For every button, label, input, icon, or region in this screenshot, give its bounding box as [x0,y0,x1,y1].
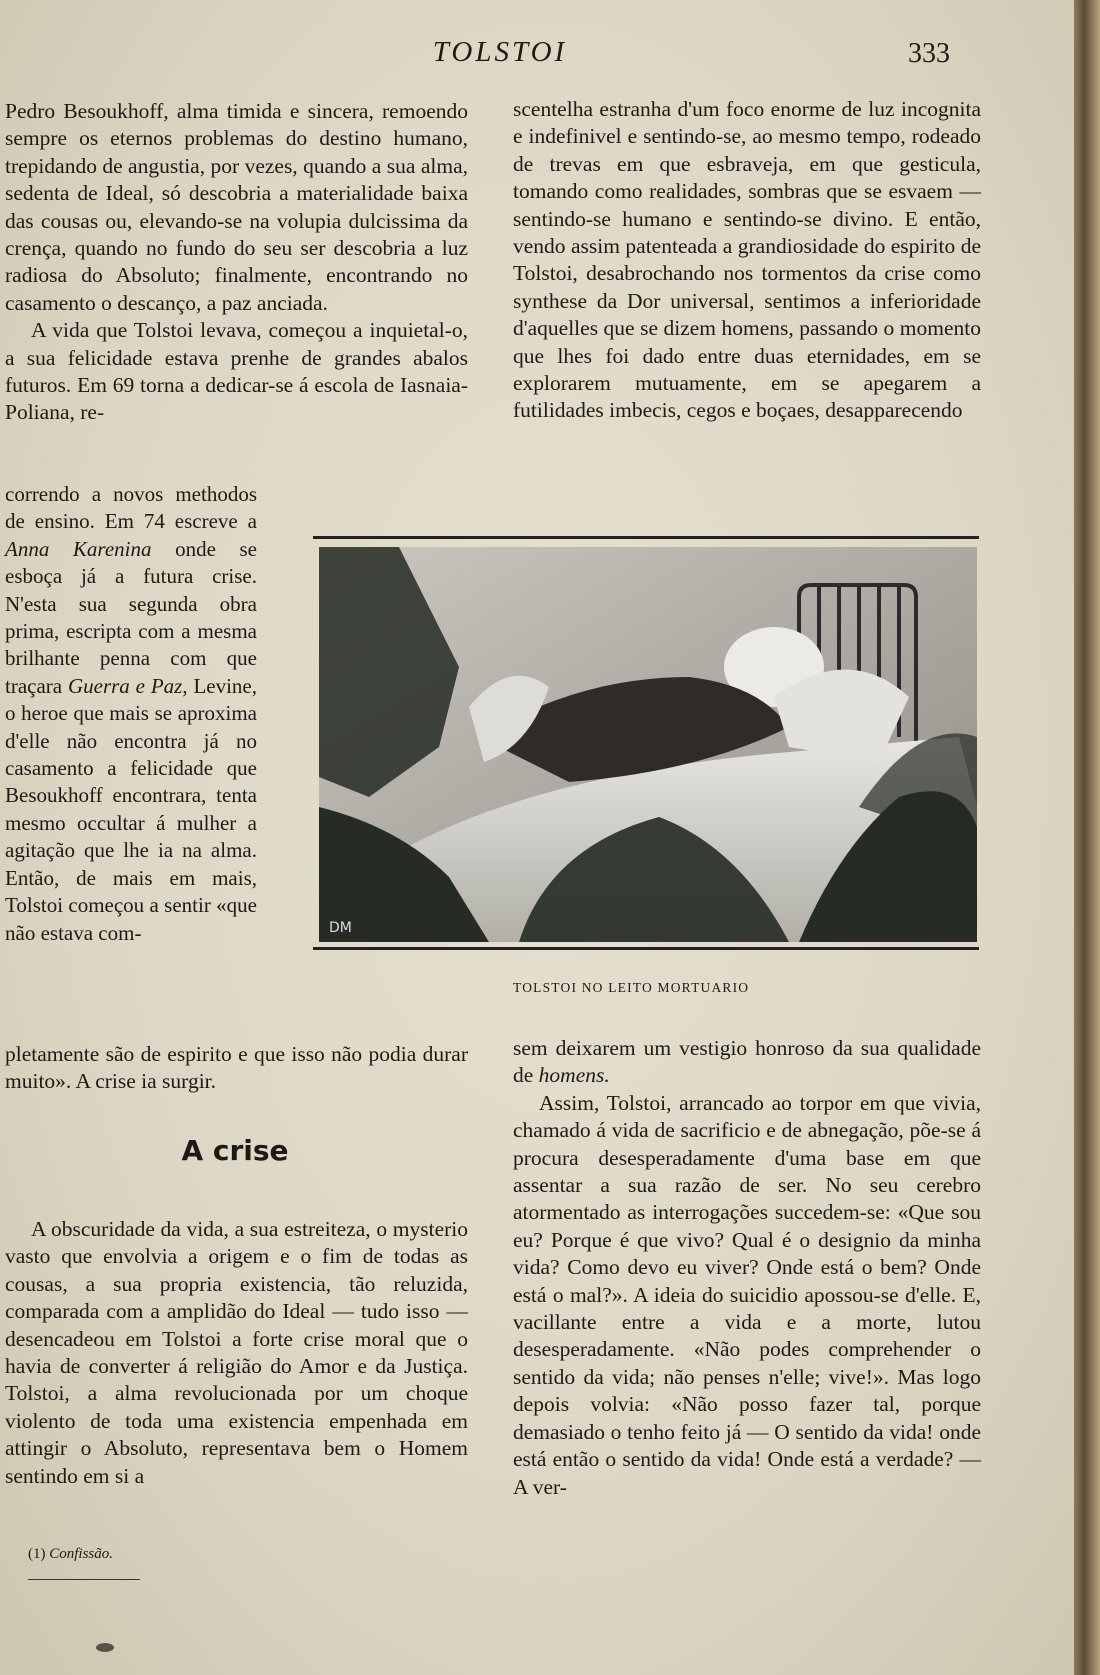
text-run: , Levine, o heroe que mais se aproxima d'elle não encontra já no casamento a felicidade que Besoukhoff encontrara, tenta mesmo occultar á mulher a agitação que lhe ia na alma. Então, de mais em mais, Tolstoi começou a sentir «que não estava com- [5,673,258,945]
right-column-top-text [513,96,981,425]
photo-monogram: DM [329,920,352,936]
book-title-anna-karenina: Anna Karenina [5,536,152,561]
left-column-section-text [5,1216,468,1490]
photograph-tolstoi-deathbed [319,547,977,942]
deathbed-photo-illustration [319,547,977,942]
footnote-text: Confissão. [49,1546,114,1562]
paragraph: A vida que Tolstoi levava, começou a inquietal-o, a sua felicidade estava prenhe de grandes abalos futuros. Em 69 torna a dedicar-se á escola de Iasnaia-Poliana, re- [5,318,468,425]
paragraph: pletamente são de espirito e que isso não podia durar muito». A crise ia surgir. [5,1042,468,1094]
left-column-beside-photo [5,481,257,947]
running-header-title: TOLSTOI [432,36,568,68]
photo-frame [313,536,979,950]
book-spine-edge [1074,0,1100,1675]
page-number: 333 [908,38,950,69]
text-run: correndo a novos methodos de ensino. Em 74 escreve a [5,482,257,534]
paragraph: A obscuridade da vida, a sua estreiteza, o mysterio vasto que envolvia a origem e o fim de todas as cousas, a sua propria existencia, tão reluzida, comparada com a amplidão do Ideal — tudo isso — desencadeou em Tolstoi a forte crise moral que o havia de converter á religião do Amor e da Justiça. Tolstoi, a alma revolucionada por um choque violento de toda uma existencia empenhada em attingir o Absoluto, representava bem o Homem sentindo em si a [5,1217,468,1488]
italic-word: homens. [538,1063,610,1088]
paragraph [5,481,257,947]
paragraph: Pedro Besoukhoff, alma timida e sincera, remoendo sempre os eternos problemas do destino humano, trepidando de angustia, por vezes, quando a sua alma, sedenta de Ideal, só descobria a materialidade baixa das cousas ou, elevando-se na volupia dulcissima da crença, quando no fundo do seu ser descobria a luz radiosa do Absoluto; finalmente, encontrando no casamento o descanço, a paz anciada. [5,99,468,315]
footnote-divider [28,1579,140,1580]
paragraph: scentelha estranha d'um foco enorme de luz incognita e indefinivel e sentindo-se, ao mesmo tempo, rodeado de trevas em que esbraveja, em que gesticula, tomando como realidades, sombras que se esvaem — sentindo-se humano e sentindo-se divino. E então, vendo assim patenteada a grandiosidade do espirito de Tolstoi, desabrochando nos tormentos da crise como synthese da Dor universal, sentimos a inferioridade d'aquelles que se dizem homens, passando o momento que lhes foi dado entre duas eternidades, em se explorarem mutuamente, em se apegarem a futilidades imbecis, cegos e boçaes, desapparecendo [513,97,981,423]
text-run: sem deixarem um vestigio honroso da sua qualidade de [513,1036,981,1088]
footnote-number: (1) [28,1546,46,1562]
footnote [28,1546,113,1563]
ink-smudge [96,1643,114,1652]
text-run: onde se esboça já a futura crise. N'esta sua segunda obra prima, escripta com a mesma brilhante penna com que traçara [5,536,257,698]
left-column-continuation [5,1041,468,1096]
left-column-top-text [5,98,468,427]
paragraph [513,1035,981,1090]
right-column-bottom-text [513,1035,981,1501]
paragraph: Assim, Tolstoi, arrancado ao torpor em que vivia, chamado á vida de sacrificio e de abnegação, põe-se á procura desesperadamente d'uma base em que assentar a sua razão de ser. No seu cerebro atormentado as interrogações succedem-se: «Que sou eu? Porque é que vivo? Qual é o designio da minha vida? Como devo eu viver? Onde está o bem? Onde está o mal?». A ideia do suicidio apossou-se d'elle. E, vacillante entre a vida e a morte, lutou desesperadamente. «Não podes comprehender o sentido da vida; não penses n'elle; vive!». Mas logo depois volvia: «Não posso fazer tal, porque demasiado o tenho feito já — O sentido da vida! onde está então o sentido da vida! Onde está a verdade? — A ver- [513,1090,981,1499]
section-heading: A crise [181,1134,289,1167]
photo-caption: TOLSTOI NO LEITO MORTUARIO [513,980,750,995]
book-title-guerra-e-paz: Guerra e Paz [67,673,183,698]
